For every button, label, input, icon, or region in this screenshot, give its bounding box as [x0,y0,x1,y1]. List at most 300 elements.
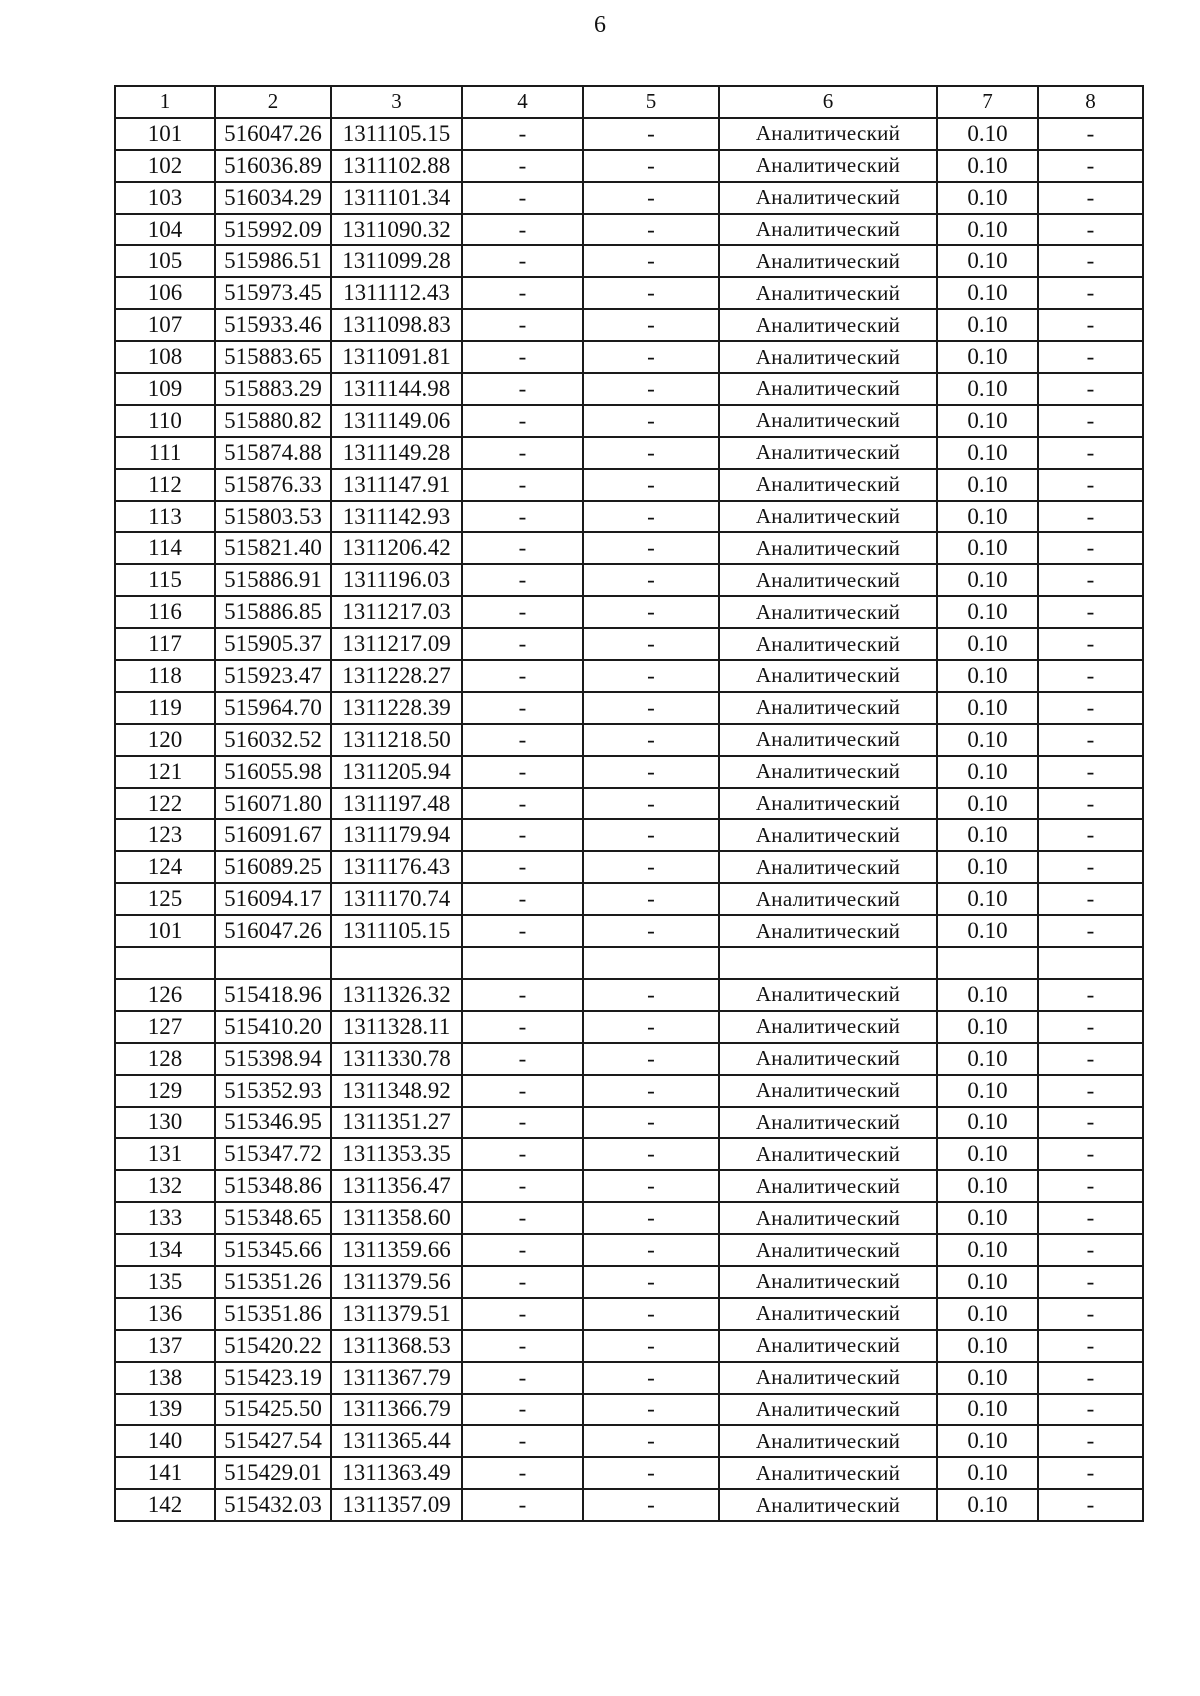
col5-cell: - [583,341,719,373]
table-row [115,405,1143,437]
col5-cell: - [583,1330,719,1362]
col5-cell: - [583,309,719,341]
accuracy-cell: 0.10 [937,628,1038,660]
accuracy-cell: 0.10 [937,341,1038,373]
col4-cell: - [462,1457,583,1489]
column-header: 2 [215,86,331,118]
y-coordinate-cell: 1311358.60 [331,1202,462,1234]
accuracy-cell: 0.10 [937,979,1038,1011]
method-cell: Аналитический [719,182,937,214]
x-coordinate-cell: 516055.98 [215,756,331,788]
x-coordinate-cell: 515905.37 [215,628,331,660]
accuracy-cell: 0.10 [937,819,1038,851]
point-number-cell: 103 [115,182,215,214]
accuracy-cell: 0.10 [937,660,1038,692]
y-coordinate-cell: 1311091.81 [331,341,462,373]
col4-cell: - [462,1075,583,1107]
col4-cell: - [462,1138,583,1170]
accuracy-cell: 0.10 [937,309,1038,341]
point-number-cell: 132 [115,1170,215,1202]
accuracy-cell: 0.10 [937,150,1038,182]
method-cell: Аналитический [719,596,937,628]
table-row [115,819,1143,851]
table-row [115,756,1143,788]
point-number-cell: 106 [115,277,215,309]
col4-cell: - [462,756,583,788]
table-row [115,1170,1143,1202]
x-coordinate-cell: 516047.26 [215,915,331,947]
point-number-cell: 104 [115,214,215,246]
col8-cell: - [1038,501,1143,533]
col4-cell: - [462,182,583,214]
x-coordinate-cell: 516047.26 [215,118,331,150]
column-header: 3 [331,86,462,118]
method-cell: Аналитический [719,1075,937,1107]
point-number-cell: 115 [115,564,215,596]
accuracy-cell: 0.10 [937,1298,1038,1330]
table-row [115,1394,1143,1426]
table-row [115,214,1143,246]
column-header: 1 [115,86,215,118]
method-cell: Аналитический [719,373,937,405]
x-coordinate-cell: 516094.17 [215,883,331,915]
method-cell: Аналитический [719,437,937,469]
accuracy-cell: 0.10 [937,182,1038,214]
col8-cell: - [1038,1011,1143,1043]
point-number-cell: 101 [115,915,215,947]
col4-cell: - [462,692,583,724]
method-cell: Аналитический [719,1362,937,1394]
point-number-cell [115,947,215,979]
col8-cell: - [1038,1330,1143,1362]
col4-cell: - [462,564,583,596]
col5-cell: - [583,1107,719,1139]
x-coordinate-cell: 515352.93 [215,1075,331,1107]
accuracy-cell: 0.10 [937,1075,1038,1107]
col5-cell: - [583,1457,719,1489]
method-cell: Аналитический [719,1266,937,1298]
col8-cell: - [1038,819,1143,851]
column-header: 8 [1038,86,1143,118]
y-coordinate-cell: 1311170.74 [331,883,462,915]
col8-cell: - [1038,373,1143,405]
method-cell: Аналитический [719,469,937,501]
col4-cell: - [462,1202,583,1234]
method-cell: Аналитический [719,1138,937,1170]
x-coordinate-cell: 516071.80 [215,788,331,820]
y-coordinate-cell: 1311359.66 [331,1234,462,1266]
method-cell: Аналитический [719,341,937,373]
method-cell: Аналитический [719,1234,937,1266]
point-number-cell: 109 [115,373,215,405]
x-coordinate-cell: 515425.50 [215,1394,331,1426]
point-number-cell: 118 [115,660,215,692]
x-coordinate-cell: 515923.47 [215,660,331,692]
col8-cell: - [1038,1489,1143,1521]
accuracy-cell: 0.10 [937,532,1038,564]
y-coordinate-cell: 1311368.53 [331,1330,462,1362]
col8-cell: - [1038,628,1143,660]
method-cell: Аналитический [719,1489,937,1521]
point-number-cell: 123 [115,819,215,851]
col5-cell: - [583,373,719,405]
x-coordinate-cell: 515346.95 [215,1107,331,1139]
table-row [115,373,1143,405]
col5-cell: - [583,1202,719,1234]
y-coordinate-cell: 1311149.06 [331,405,462,437]
y-coordinate-cell: 1311149.28 [331,437,462,469]
col8-cell: - [1038,788,1143,820]
col4-cell: - [462,214,583,246]
accuracy-cell: 0.10 [937,1457,1038,1489]
col8-cell: - [1038,437,1143,469]
accuracy-cell: 0.10 [937,437,1038,469]
accuracy-cell: 0.10 [937,724,1038,756]
x-coordinate-cell: 515410.20 [215,1011,331,1043]
method-cell: Аналитический [719,1457,937,1489]
point-number-cell: 119 [115,692,215,724]
column-header: 4 [462,86,583,118]
x-coordinate-cell: 515398.94 [215,1043,331,1075]
accuracy-cell: 0.10 [937,1138,1038,1170]
y-coordinate-cell: 1311090.32 [331,214,462,246]
y-coordinate-cell: 1311218.50 [331,724,462,756]
col8-cell: - [1038,596,1143,628]
col4-cell: - [462,628,583,660]
col8-cell: - [1038,692,1143,724]
y-coordinate-cell: 1311217.09 [331,628,462,660]
col8-cell: - [1038,756,1143,788]
col5-cell: - [583,1266,719,1298]
method-cell: Аналитический [719,1043,937,1075]
point-number-cell: 126 [115,979,215,1011]
x-coordinate-cell: 516091.67 [215,819,331,851]
table-row [115,915,1143,947]
accuracy-cell: 0.10 [937,883,1038,915]
col8-cell: - [1038,724,1143,756]
col4-cell: - [462,341,583,373]
point-number-cell: 125 [115,883,215,915]
y-coordinate-cell: 1311105.15 [331,118,462,150]
point-number-cell: 138 [115,1362,215,1394]
point-number-cell: 114 [115,532,215,564]
col5-cell [583,947,719,979]
col4-cell: - [462,1011,583,1043]
table-row [115,1425,1143,1457]
point-number-cell: 107 [115,309,215,341]
table-row [115,341,1143,373]
col8-cell: - [1038,883,1143,915]
method-cell: Аналитический [719,915,937,947]
y-coordinate-cell: 1311144.98 [331,373,462,405]
col5-cell: - [583,118,719,150]
col8-cell: - [1038,277,1143,309]
y-coordinate-cell: 1311366.79 [331,1394,462,1426]
method-cell: Аналитический [719,245,937,277]
point-number-cell: 101 [115,118,215,150]
table-row [115,851,1143,883]
table-row [115,245,1143,277]
col5-cell: - [583,628,719,660]
x-coordinate-cell: 515964.70 [215,692,331,724]
col8-cell: - [1038,1457,1143,1489]
col5-cell: - [583,405,719,437]
y-coordinate-cell: 1311179.94 [331,819,462,851]
y-coordinate-cell: 1311228.39 [331,692,462,724]
point-number-cell: 129 [115,1075,215,1107]
y-coordinate-cell: 1311142.93 [331,501,462,533]
col4-cell: - [462,1107,583,1139]
table-row [115,628,1143,660]
col4-cell: - [462,915,583,947]
point-number-cell: 141 [115,1457,215,1489]
column-header: 7 [937,86,1038,118]
accuracy-cell: 0.10 [937,1394,1038,1426]
method-cell: Аналитический [719,214,937,246]
method-cell: Аналитический [719,405,937,437]
x-coordinate-cell: 515886.91 [215,564,331,596]
y-coordinate-cell: 1311206.42 [331,532,462,564]
col5-cell: - [583,692,719,724]
method-cell: Аналитический [719,1011,937,1043]
table-row [115,118,1143,150]
column-header: 6 [719,86,937,118]
col5-cell: - [583,437,719,469]
method-cell: Аналитический [719,1425,937,1457]
point-number-cell: 116 [115,596,215,628]
table-row [115,564,1143,596]
col8-cell: - [1038,214,1143,246]
x-coordinate-cell: 515432.03 [215,1489,331,1521]
y-coordinate-cell: 1311379.51 [331,1298,462,1330]
y-coordinate-cell: 1311357.09 [331,1489,462,1521]
accuracy-cell: 0.10 [937,1011,1038,1043]
col5-cell: - [583,1234,719,1266]
table-row [115,1075,1143,1107]
y-coordinate-cell: 1311196.03 [331,564,462,596]
point-number-cell: 134 [115,1234,215,1266]
accuracy-cell: 0.10 [937,1043,1038,1075]
y-coordinate-cell: 1311326.32 [331,979,462,1011]
col5-cell: - [583,1425,719,1457]
table-row [115,1266,1143,1298]
col4-cell: - [462,277,583,309]
x-coordinate-cell: 515883.65 [215,341,331,373]
y-coordinate-cell: 1311328.11 [331,1011,462,1043]
accuracy-cell: 0.10 [937,1266,1038,1298]
method-cell: Аналитический [719,1202,937,1234]
col5-cell: - [583,501,719,533]
table-row [115,437,1143,469]
col5-cell: - [583,756,719,788]
x-coordinate-cell: 515876.33 [215,469,331,501]
method-cell: Аналитический [719,1170,937,1202]
point-number-cell: 122 [115,788,215,820]
point-number-cell: 135 [115,1266,215,1298]
table-row [115,596,1143,628]
table-row [115,788,1143,820]
y-coordinate-cell: 1311348.92 [331,1075,462,1107]
x-coordinate-cell: 515992.09 [215,214,331,246]
y-coordinate-cell [331,947,462,979]
col8-cell: - [1038,1107,1143,1139]
col8-cell: - [1038,1043,1143,1075]
table-row [115,309,1143,341]
accuracy-cell: 0.10 [937,1489,1038,1521]
x-coordinate-cell: 515351.86 [215,1298,331,1330]
col4-cell: - [462,1489,583,1521]
col5-cell: - [583,788,719,820]
col5-cell: - [583,1394,719,1426]
col5-cell: - [583,1011,719,1043]
table-row [115,1362,1143,1394]
col5-cell: - [583,1362,719,1394]
x-coordinate-cell: 515933.46 [215,309,331,341]
col5-cell: - [583,150,719,182]
page-number: 6 [594,12,606,38]
table-row [115,150,1143,182]
accuracy-cell: 0.10 [937,596,1038,628]
col4-cell: - [462,437,583,469]
method-cell: Аналитический [719,628,937,660]
y-coordinate-cell: 1311367.79 [331,1362,462,1394]
col5-cell: - [583,564,719,596]
table-row [115,1138,1143,1170]
x-coordinate-cell: 515986.51 [215,245,331,277]
x-coordinate-cell: 515886.85 [215,596,331,628]
col5-cell: - [583,1043,719,1075]
accuracy-cell: 0.10 [937,851,1038,883]
table-row [115,692,1143,724]
col4-cell: - [462,883,583,915]
col8-cell: - [1038,341,1143,373]
method-cell: Аналитический [719,150,937,182]
x-coordinate-cell: 515345.66 [215,1234,331,1266]
col8-cell: - [1038,182,1143,214]
col4-cell: - [462,596,583,628]
y-coordinate-cell: 1311105.15 [331,915,462,947]
point-number-cell: 112 [115,469,215,501]
col4-cell: - [462,532,583,564]
col5-cell: - [583,724,719,756]
point-number-cell: 124 [115,851,215,883]
point-number-cell: 131 [115,1138,215,1170]
col8-cell: - [1038,1362,1143,1394]
col4-cell: - [462,469,583,501]
table-row [115,1457,1143,1489]
col4-cell: - [462,1394,583,1426]
table-row [115,1043,1143,1075]
accuracy-cell: 0.10 [937,1330,1038,1362]
col4-cell: - [462,1298,583,1330]
y-coordinate-cell: 1311351.27 [331,1107,462,1139]
x-coordinate-cell: 516032.52 [215,724,331,756]
point-number-cell: 130 [115,1107,215,1139]
method-cell: Аналитический [719,309,937,341]
method-cell: Аналитический [719,660,937,692]
point-number-cell: 127 [115,1011,215,1043]
coordinates-table [114,85,1144,1522]
accuracy-cell: 0.10 [937,118,1038,150]
x-coordinate-cell: 515351.26 [215,1266,331,1298]
col5-cell: - [583,1170,719,1202]
table-row [115,532,1143,564]
point-number-cell: 113 [115,501,215,533]
point-number-cell: 117 [115,628,215,660]
point-number-cell: 102 [115,150,215,182]
method-cell: Аналитический [719,819,937,851]
col8-cell: - [1038,1234,1143,1266]
point-number-cell: 139 [115,1394,215,1426]
col5-cell: - [583,851,719,883]
col4-cell: - [462,245,583,277]
col8-cell: - [1038,405,1143,437]
col8-cell: - [1038,851,1143,883]
y-coordinate-cell: 1311330.78 [331,1043,462,1075]
y-coordinate-cell: 1311112.43 [331,277,462,309]
point-number-cell: 110 [115,405,215,437]
col8-cell: - [1038,532,1143,564]
point-number-cell: 133 [115,1202,215,1234]
x-coordinate-cell: 516089.25 [215,851,331,883]
col8-cell [1038,947,1143,979]
table-row [115,1489,1143,1521]
table-header-row [115,86,1143,118]
table-row [115,947,1143,979]
method-cell: Аналитический [719,756,937,788]
col5-cell: - [583,1075,719,1107]
accuracy-cell: 0.10 [937,277,1038,309]
col8-cell: - [1038,309,1143,341]
col5-cell: - [583,469,719,501]
col8-cell: - [1038,660,1143,692]
accuracy-cell: 0.10 [937,1425,1038,1457]
accuracy-cell: 0.10 [937,1107,1038,1139]
col4-cell: - [462,1362,583,1394]
col8-cell: - [1038,469,1143,501]
col4-cell: - [462,851,583,883]
y-coordinate-cell: 1311353.35 [331,1138,462,1170]
col8-cell: - [1038,1298,1143,1330]
col8-cell: - [1038,245,1143,277]
col4-cell: - [462,1330,583,1362]
x-coordinate-cell: 515973.45 [215,277,331,309]
accuracy-cell: 0.10 [937,756,1038,788]
column-header: 5 [583,86,719,118]
table-row [115,660,1143,692]
x-coordinate-cell: 515347.72 [215,1138,331,1170]
method-cell: Аналитический [719,851,937,883]
col4-cell: - [462,788,583,820]
point-number-cell: 140 [115,1425,215,1457]
table-row [115,1011,1143,1043]
x-coordinate-cell: 515883.29 [215,373,331,405]
table-row [115,501,1143,533]
point-number-cell: 137 [115,1330,215,1362]
col8-cell: - [1038,1138,1143,1170]
method-cell: Аналитический [719,1107,937,1139]
col8-cell: - [1038,118,1143,150]
point-number-cell: 128 [115,1043,215,1075]
y-coordinate-cell: 1311197.48 [331,788,462,820]
x-coordinate-cell: 516036.89 [215,150,331,182]
x-coordinate-cell: 516034.29 [215,182,331,214]
method-cell: Аналитический [719,724,937,756]
table-row [115,883,1143,915]
col8-cell: - [1038,915,1143,947]
y-coordinate-cell: 1311101.34 [331,182,462,214]
accuracy-cell: 0.10 [937,915,1038,947]
